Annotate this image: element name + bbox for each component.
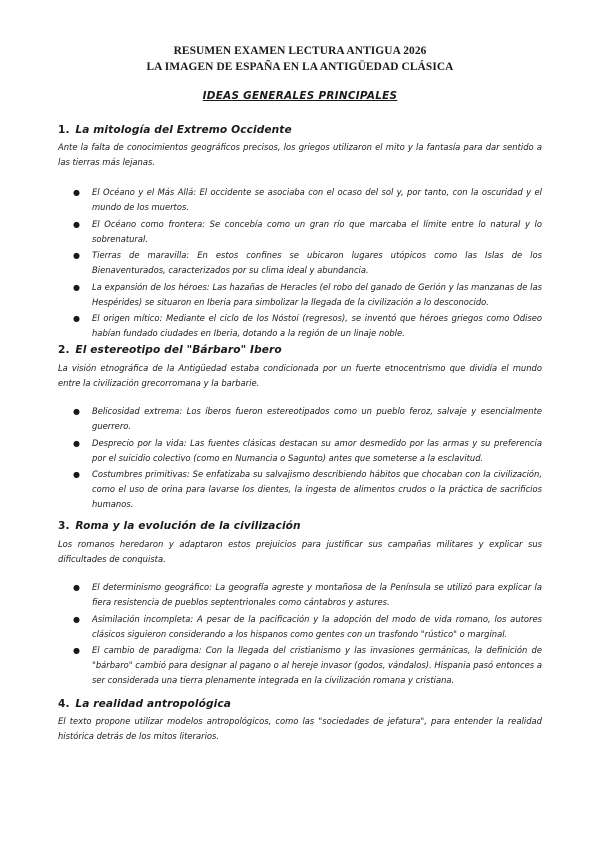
item-text: Las hazañas de Heracles (el robo del ganado de Gerión y las manzanas de las Hespérides) se situaron en Iberia para simbolizar la llegada de la civilización a lo desconocido. bbox=[92, 281, 542, 307]
item-lead: El origen mítico: bbox=[92, 313, 163, 323]
item-text: Con la llegada del cristianismo y las invasiones germánicas, la definición de "bárbaro" cambió para designar al pagano o al hereje invasor (godos, vándalos). Hispania pasó entonces a ser considerada una tierra plenamente integrada en la civilización romana y cristiana. bbox=[92, 645, 542, 685]
item-lead: Costumbres primitivas: bbox=[92, 469, 190, 479]
bullet-icon: ● bbox=[73, 583, 80, 592]
bullet-icon: ● bbox=[73, 438, 80, 448]
item-lead: El Océano y el Más Allá: bbox=[92, 187, 197, 197]
section-1-bullet-list bbox=[58, 185, 542, 343]
list-item bbox=[58, 311, 542, 341]
section-2-intro: La visión etnográfica de la Antigüedad estaba condicionada por un fuerte etnocentrismo que dividía el mundo entre la civilización grecorromana y la barbarie. bbox=[58, 363, 542, 388]
item-text: Los íberos fueron estereotipados como un pueblo feroz, salvaje y esencialmente guerrero. bbox=[92, 406, 543, 431]
section-number: 4. bbox=[58, 698, 70, 710]
section-number: 1. bbox=[58, 124, 70, 136]
item-lead: Tierras de maravilla: bbox=[92, 250, 190, 260]
item-lead: El determinismo geográfico: bbox=[92, 582, 212, 592]
section-title: El estereotipo del "Bárbaro" Ibero bbox=[75, 344, 282, 356]
item-lead: La expansión de los héroes: bbox=[92, 281, 210, 292]
list-item bbox=[58, 280, 542, 310]
list-item bbox=[58, 404, 542, 434]
bullet-icon: ● bbox=[73, 470, 80, 479]
section-4-heading bbox=[58, 698, 231, 710]
item-text: Se enfatizaba su salvajismo describiendo hábitos que chocaban con la civilización, como el uso de orina para lavarse los dientes, la ingesta de alimentos crudos o la práctica de sacrificios humanos. bbox=[92, 469, 543, 509]
section-3-intro: Los romanos heredaron y adaptaron estos prejuicios para justificar sus campañas militares y explicar sus dificultades de conquista. bbox=[58, 539, 542, 564]
section-4-intro: El texto propone utilizar modelos antropológicos, como las "sociedades de jefatura", para entender la realidad histórica detrás de los mitos literarios. bbox=[58, 716, 542, 741]
list-item bbox=[58, 467, 542, 512]
section-title: Roma y la evolución de la civilización bbox=[75, 520, 301, 532]
item-lead: El cambio de paradigma: bbox=[92, 645, 202, 655]
section-number: 3. bbox=[58, 520, 70, 532]
item-text: Las fuentes clásicas destacan su amor desmedido por las armas y su preferencia por el suicidio colectivo (como en Numancia o Sagunto) antes que someterse a la esclavitud. bbox=[92, 437, 542, 463]
list-item bbox=[58, 643, 542, 688]
document-subtitle: IDEAS GENERALES PRINCIPALES bbox=[202, 90, 398, 102]
item-text: El occidente se asociaba con el ocaso del sol y, por tanto, con la oscuridad y el mundo de los muertos. bbox=[92, 187, 542, 212]
bullet-icon: ● bbox=[73, 614, 80, 624]
bullet-icon: ● bbox=[73, 407, 80, 416]
document-title-line-1: RESUMEN EXAMEN LECTURA ANTIGUA 2026 bbox=[173, 45, 427, 57]
bullet-icon: ● bbox=[73, 188, 80, 197]
section-title: La realidad antropológica bbox=[75, 698, 231, 710]
section-title: La mitología del Extremo Occidente bbox=[75, 124, 292, 136]
list-item bbox=[58, 248, 542, 278]
bullet-icon: ● bbox=[73, 251, 80, 260]
item-text: En estos confines se ubicaron lugares utópicos como las Islas de los Bienaventurados, caracterizados por su clima ideal y abundancia. bbox=[92, 250, 542, 275]
section-1-intro: Ante la falta de conocimientos geográficos precisos, los griegos utilizaron el mito y la fantasía para dar sentido a las tierras más lejanas. bbox=[58, 142, 542, 167]
bullet-icon: ● bbox=[73, 282, 80, 292]
bullet-icon: ● bbox=[73, 314, 80, 323]
section-2-heading bbox=[58, 344, 282, 356]
list-item bbox=[58, 217, 542, 247]
list-item bbox=[58, 185, 542, 215]
section-2-bullet-list bbox=[58, 404, 542, 514]
list-item bbox=[58, 580, 542, 610]
item-lead: El Océano como frontera: bbox=[92, 218, 206, 229]
item-text: Se concebía como un gran río que marcaba el límite entre lo natural y lo sobrenatural. bbox=[92, 218, 542, 244]
bullet-icon: ● bbox=[73, 646, 80, 655]
section-3-bullet-list bbox=[58, 580, 542, 690]
item-lead: Belicosidad extrema: bbox=[92, 406, 183, 416]
section-3-heading bbox=[58, 520, 301, 532]
item-text: Mediante el ciclo de los Nóstoi (regresos), se inventó que héroes griegos como Odiseo habían fundado ciudades en Iberia, dotando a la región de un linaje noble. bbox=[92, 313, 542, 338]
section-number: 2. bbox=[58, 344, 70, 356]
item-text: La geografía agreste y montañosa de la Península se utilizó para explicar la fiera resistencia de pueblos septentrionales como cántabros y astures. bbox=[92, 582, 542, 607]
list-item bbox=[58, 612, 542, 642]
document-title-line-2: LA IMAGEN DE ESPAÑA EN LA ANTIGÜEDAD CLÁSICA bbox=[146, 61, 454, 73]
bullet-icon: ● bbox=[73, 219, 80, 229]
section-1-heading bbox=[58, 124, 292, 136]
item-lead: Desprecio por la vida: bbox=[92, 437, 187, 448]
list-item bbox=[58, 436, 542, 466]
item-lead: Asimilación incompleta: bbox=[92, 613, 194, 624]
item-text: A pesar de la pacificación y la adopción del modo de vida romano, los autores clásicos siguieron considerando a los hispanos como gentes con un trasfondo "rústico" o marginal. bbox=[92, 613, 542, 639]
